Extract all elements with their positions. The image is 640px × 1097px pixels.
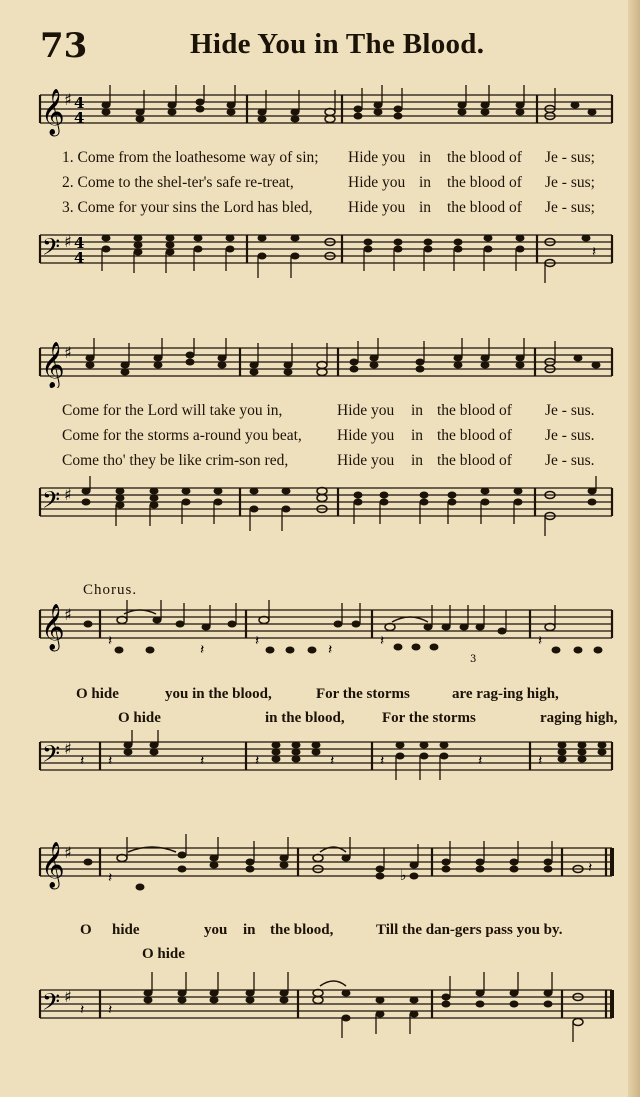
svg-text:𝄽: 𝄽: [538, 753, 543, 769]
svg-text:♭: ♭: [400, 868, 407, 884]
svg-text:♯: ♯: [64, 843, 72, 862]
lyric-phrase: Je - sus;: [545, 199, 595, 216]
chorus-line-4: [0, 946, 640, 968]
svg-text:𝄽: 𝄽: [380, 753, 385, 769]
lyric-phrase: O hide: [76, 686, 119, 702]
bass-staff-1: [0, 223, 640, 289]
treble-staff-2: [0, 338, 640, 388]
verse-line-3: [0, 452, 640, 474]
lyric-phrase: Je - sus.: [545, 452, 595, 469]
lyric-phrase: the blood of: [447, 149, 522, 166]
bass-staff-2: [0, 476, 640, 542]
lyric-phrase: Je - sus.: [545, 427, 595, 444]
lyric-phrase: For the storms: [316, 686, 410, 702]
svg-text:♯: ♯: [64, 90, 72, 109]
svg-text:𝄽: 𝄽: [200, 642, 205, 658]
svg-text:𝄽: 𝄽: [255, 753, 260, 769]
verse-line-1: [0, 402, 640, 424]
svg-text:𝄞: 𝄞: [41, 89, 65, 135]
svg-text:𝄽: 𝄽: [255, 633, 260, 649]
verse-line-1: [0, 149, 640, 171]
page-number: 73: [40, 26, 88, 66]
svg-text:𝄽: 𝄽: [592, 244, 597, 260]
chorus-system-1: [0, 582, 640, 782]
lyric-phrase: hide: [112, 922, 140, 938]
svg-text:♯: ♯: [64, 605, 72, 624]
lyric-phrase: in: [419, 174, 432, 191]
lyric-phrase: in the blood,: [265, 710, 345, 726]
lyric-phrase: the blood,: [270, 922, 334, 938]
svg-text:4: 4: [74, 94, 85, 112]
lyric-phrase: Hide you: [337, 452, 395, 469]
hymn-title: Hide You in The Blood.: [190, 28, 485, 60]
lyric-phrase: you in the blood,: [165, 686, 272, 702]
lyric-phrase: O hide: [142, 946, 185, 962]
chorus-line-1: [0, 686, 640, 708]
system-1: [0, 85, 640, 285]
treble-staff-4: [0, 832, 640, 912]
svg-text:𝄽: 𝄽: [588, 860, 593, 876]
lyric-phrase: 2. Come to the shel-ter's safe re-treat,: [62, 174, 294, 191]
svg-text:𝄽: 𝄽: [538, 633, 543, 649]
svg-text:𝄞: 𝄞: [41, 342, 65, 388]
lyric-phrase: in: [419, 149, 432, 166]
lyric-phrase: are rag-ing high,: [452, 686, 559, 702]
svg-text:𝄢: 𝄢: [42, 988, 61, 1021]
lyric-phrase: the blood of: [447, 174, 522, 191]
lyric-phrase: For the storms: [382, 710, 476, 726]
lyric-phrase: Je - sus.: [545, 402, 595, 419]
lyric-phrase: Hide you: [348, 199, 406, 216]
chorus-system-2: [0, 832, 640, 1052]
svg-text:𝄽: 𝄽: [108, 870, 113, 886]
svg-text:𝄽: 𝄽: [80, 753, 85, 769]
lyric-phrase: Hide you: [337, 402, 395, 419]
lyric-phrase: the blood of: [437, 402, 512, 419]
lyric-phrase: Je - sus;: [545, 174, 595, 191]
svg-text:𝄽: 𝄽: [80, 1002, 85, 1018]
treble-staff-3: [0, 600, 640, 700]
lyric-phrase: Je - sus;: [545, 149, 595, 166]
svg-text:𝄽: 𝄽: [108, 633, 113, 649]
lyric-phrase: the blood of: [437, 427, 512, 444]
lyric-phrase: O hide: [118, 710, 161, 726]
svg-text:♯: ♯: [64, 485, 72, 504]
svg-text:4: 4: [74, 249, 85, 267]
lyric-phrase: raging high,: [540, 710, 618, 726]
svg-text:3: 3: [470, 654, 477, 665]
lyric-phrase: O: [80, 922, 92, 938]
bass-staff-4: [0, 972, 640, 1062]
svg-text:𝄽: 𝄽: [380, 633, 385, 649]
svg-text:𝄽: 𝄽: [328, 642, 333, 658]
svg-text:♯: ♯: [64, 987, 72, 1006]
verse-line-3: [0, 199, 640, 221]
treble-staff-1: [0, 85, 640, 145]
bass-staff-3: [0, 730, 640, 796]
system-2: [0, 338, 640, 538]
lyric-phrase: in: [411, 452, 424, 469]
lyric-phrase: Hide you: [337, 427, 395, 444]
svg-text:𝄢: 𝄢: [42, 233, 61, 266]
svg-text:𝄽: 𝄽: [108, 1002, 113, 1018]
lyric-phrase: in: [419, 199, 432, 216]
lyric-phrase: the blood of: [437, 452, 512, 469]
svg-text:𝄢: 𝄢: [42, 740, 61, 773]
svg-text:4: 4: [74, 234, 85, 252]
lyric-phrase: Come for the storms a-round you beat,: [62, 427, 302, 444]
lyric-phrase: Come tho' they be like crim-son red,: [62, 452, 289, 469]
svg-text:♯: ♯: [64, 232, 72, 251]
chorus-line-3: [0, 922, 640, 944]
lyric-phrase: Hide you: [348, 174, 406, 191]
svg-text:𝄽: 𝄽: [200, 753, 205, 769]
verse-line-2: [0, 427, 640, 449]
lyric-phrase: Hide you: [348, 149, 406, 166]
svg-text:𝄞: 𝄞: [41, 604, 65, 650]
chorus-label: Chorus.: [83, 582, 138, 598]
lyric-phrase: 1. Come from the loathesome way of sin;: [62, 149, 319, 166]
lyric-phrase: you: [204, 922, 228, 938]
lyric-phrase: the blood of: [447, 199, 522, 216]
header: [0, 26, 640, 70]
svg-text:𝄢: 𝄢: [42, 486, 61, 519]
lyric-phrase: in: [243, 922, 256, 938]
lyric-phrase: 3. Come for your sins the Lord has bled,: [62, 199, 313, 216]
svg-text:♯: ♯: [64, 343, 72, 362]
svg-text:𝄞: 𝄞: [41, 842, 65, 888]
svg-text:♯: ♯: [64, 739, 72, 758]
lyric-phrase: Come for the Lord will take you in,: [62, 402, 283, 419]
svg-text:4: 4: [74, 109, 85, 127]
lyric-phrase: in: [411, 402, 424, 419]
svg-text:𝄽: 𝄽: [108, 753, 113, 769]
svg-text:𝄽: 𝄽: [478, 753, 483, 769]
svg-text:𝄽: 𝄽: [330, 753, 335, 769]
chorus-line-2: [0, 710, 640, 732]
lyric-phrase: in: [411, 427, 424, 444]
verse-line-2: [0, 174, 640, 196]
lyric-phrase: Till the dan-gers pass you by.: [376, 922, 563, 938]
